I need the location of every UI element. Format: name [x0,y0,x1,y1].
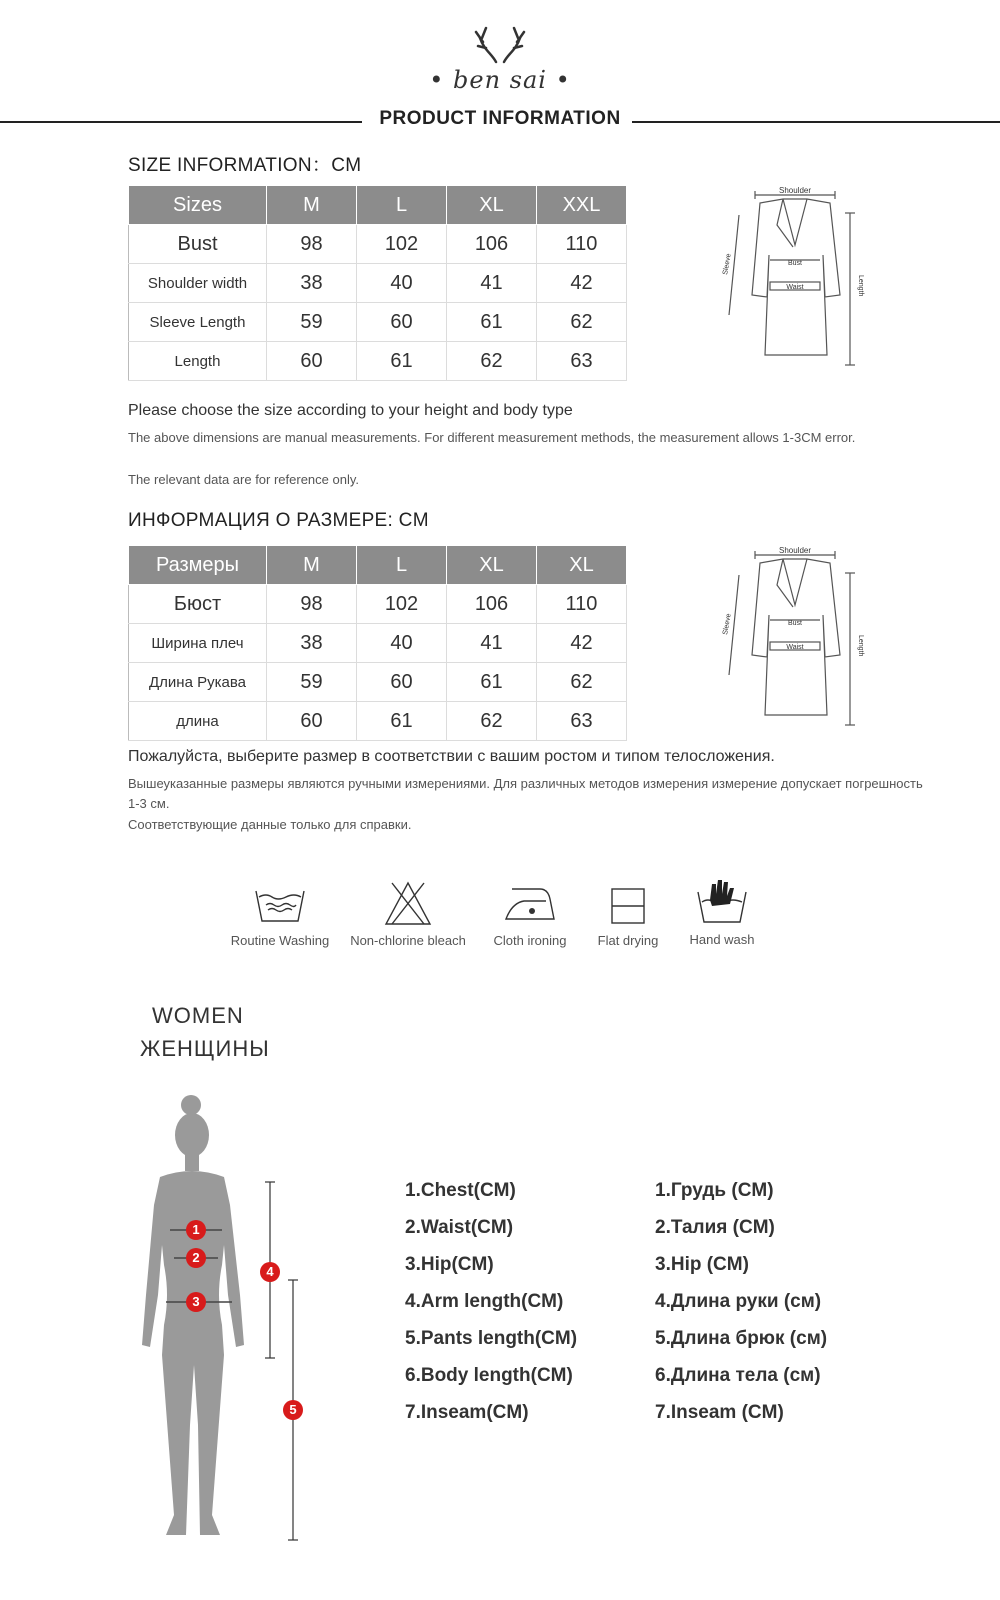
length-label: Length [857,275,864,297]
cell: 106 [447,585,537,624]
marker-pants-length: 5 [283,1400,303,1420]
cell: 42 [537,264,627,303]
measure-hip-ru: 3.Hip (CM) [655,1254,749,1275]
measure-inseam-en: 7.Inseam(CM) [405,1402,529,1423]
table-row [129,702,627,741]
measurement-lines [260,1180,310,1545]
header-sizes: Размеры [129,546,267,585]
marker-arm-length: 4 [260,1262,280,1282]
header-xl-2: XL [537,546,627,585]
cell: 59 [267,663,357,702]
woman-silhouette-icon [140,1095,260,1545]
row-label: длина [129,702,267,741]
bust-label: Bust [787,260,803,267]
antlers-logo-icon [470,26,530,66]
size-title-ru: ИНФОРМАЦИЯ О РАЗМЕРЕ: CM [128,510,429,531]
measure-waist-ru: 2.Талия (CM) [655,1217,775,1238]
header-l: L [357,186,447,225]
header-xl: XL [447,186,537,225]
size-table-en [128,185,627,381]
measure-pants-en: 5.Pants length(CM) [405,1328,578,1349]
care-non-chlorine-bleach [343,880,473,948]
measure-body-en: 6.Body length(CM) [405,1365,573,1386]
cell: 60 [267,702,357,741]
row-label: Length [129,342,267,381]
cell: 102 [357,585,447,624]
cell: 98 [267,585,357,624]
table-row [129,225,627,264]
waist-label: Waist [786,284,804,291]
measure-waist-en: 2.Waist(CM) [405,1217,514,1238]
measure-arm-ru: 4.Длина руки (см) [655,1291,822,1312]
cell: 98 [267,225,357,264]
measure-inseam-ru: 7.Inseam (CM) [655,1402,784,1423]
women-title-ru: ЖЕНЩИНЫ [140,1036,270,1061]
shoulder-label: Shoulder [778,186,812,195]
waist-label: Waist [786,644,804,651]
header-title: PRODUCT INFORMATION [379,108,621,129]
marker-hip: 3 [186,1292,206,1312]
table-row [129,624,627,663]
shoulder-label: Shoulder [778,546,812,555]
cell: 41 [447,624,537,663]
row-label: Ширина плеч [129,624,267,663]
cell: 62 [447,702,537,741]
length-label: Length [857,635,864,657]
row-label: Bust [129,225,267,264]
header-l: L [357,546,447,585]
cell: 38 [267,264,357,303]
note-detail-en: The above dimensions are manual measurements. For different measurement methods, the measurement allows 1-3CM error. [128,430,856,445]
cell: 59 [267,303,357,342]
note-detail-ru: Вышеуказанные размеры являются ручными измерениями. Для различных методов измерения измерение допускает погрешность 1-3 см. [128,776,923,811]
table-row [129,663,627,702]
cell: 61 [447,663,537,702]
note-main-ru: Пожалуйста, выберите размер в соответствии с вашим ростом и типом телосложения. [128,748,775,765]
size-table-ru [128,545,627,741]
header-sizes: Sizes [129,186,267,225]
note-reference-en: The relevant data are for reference only. [128,472,359,487]
cell: 63 [537,702,627,741]
cell: 63 [537,342,627,381]
care-label: Non-chlorine bleach [350,933,466,948]
note-reference-ru: Соответствующие данные только для справки. [128,817,412,832]
brand-logo-text: • ben sai • [429,66,571,94]
cell: 60 [267,342,357,381]
measure-hip-en: 3.Hip(CM) [405,1254,494,1275]
measure-chest-en: 1.Chest(CM) [405,1180,516,1201]
cell: 42 [537,624,627,663]
note-main-en: Please choose the size according to your height and body type [128,402,573,419]
sleeve-label: Sleeve [722,613,733,636]
header-xxl: XXL [537,186,627,225]
row-label: Бюст [129,585,267,624]
cell: 60 [357,303,447,342]
cell: 102 [357,225,447,264]
cell: 60 [357,663,447,702]
table-row [129,585,627,624]
cell: 38 [267,624,357,663]
size-table-header [129,186,627,225]
cell: 110 [537,585,627,624]
cell: 40 [357,264,447,303]
marker-waist: 2 [186,1248,206,1268]
measure-arm-en: 4.Arm length(CM) [405,1291,564,1312]
cell: 61 [357,702,447,741]
cell: 110 [537,225,627,264]
care-label: Hand wash [689,932,755,947]
care-hand-wash [657,878,787,947]
size-title-en: SIZE INFORMATION：CM [128,155,362,176]
washtub-icon [254,885,306,927]
women-title-en: WOMEN [152,1003,244,1028]
care-label: Flat drying [597,933,659,948]
coat-diagram-icon [715,545,875,735]
header-m: M [267,546,357,585]
header-m: M [267,186,357,225]
no-bleach-icon [382,880,434,927]
table-row [129,303,627,342]
header-divider-left [0,121,362,123]
cell: 40 [357,624,447,663]
hand-wash-icon [696,878,748,926]
care-routine-washing [215,885,345,948]
measure-body-ru: 6.Длина тела (см) [655,1365,821,1386]
coat-diagram-icon [715,185,875,375]
marker-chest: 1 [186,1220,206,1240]
flat-dry-icon [608,885,648,927]
cell: 61 [357,342,447,381]
sleeve-label: Sleeve [722,253,733,276]
table-row [129,264,627,303]
measure-chest-ru: 1.Грудь (CM) [655,1180,774,1201]
bust-label: Bust [787,620,803,627]
row-label: Sleeve Length [129,303,267,342]
measure-pants-ru: 5.Длина брюк (см) [655,1328,828,1349]
cell: 106 [447,225,537,264]
cell: 62 [537,663,627,702]
cell: 41 [447,264,537,303]
table-row [129,342,627,381]
header-xl: XL [447,546,537,585]
care-label: Routine Washing [230,933,330,948]
iron-icon [504,885,556,927]
cell: 62 [447,342,537,381]
cell: 61 [447,303,537,342]
cell: 62 [537,303,627,342]
care-label: Cloth ironing [493,933,567,948]
size-table-header [129,546,627,585]
row-label: Длина Рукава [129,663,267,702]
row-label: Shoulder width [129,264,267,303]
header-divider-right [632,121,1000,123]
